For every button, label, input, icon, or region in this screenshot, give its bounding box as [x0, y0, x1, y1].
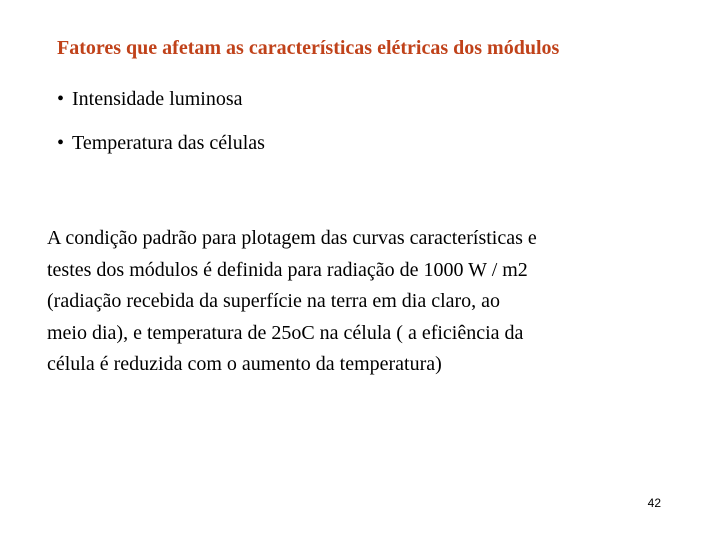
- paragraph-line: célula é reduzida com o aumento da temperatura): [47, 353, 442, 375]
- paragraph-line: (radiação recebida da superfície na terra em dia claro, ao: [47, 290, 501, 312]
- slide-title: Fatores que afetam as características elétricas dos módulos: [57, 37, 560, 59]
- bullet-marker: •: [57, 88, 65, 110]
- paragraph-line: meio dia), e temperatura de 25oC na célula ( a eficiência da: [47, 321, 524, 344]
- paragraph-line: A condição padrão para plotagem das curvas características e: [47, 227, 537, 249]
- page-number: 42: [647, 496, 661, 510]
- bullet-text: Temperatura das células: [72, 132, 265, 154]
- body-paragraph: [47, 223, 677, 381]
- bullet-item-temperatura: [57, 131, 265, 155]
- bullet-item-intensidade: [57, 87, 243, 111]
- bullet-marker: •: [57, 132, 65, 154]
- paragraph-line: testes dos módulos é definida para radiação de 1000 W / m2: [47, 258, 528, 281]
- bullet-text: Intensidade luminosa: [72, 88, 243, 110]
